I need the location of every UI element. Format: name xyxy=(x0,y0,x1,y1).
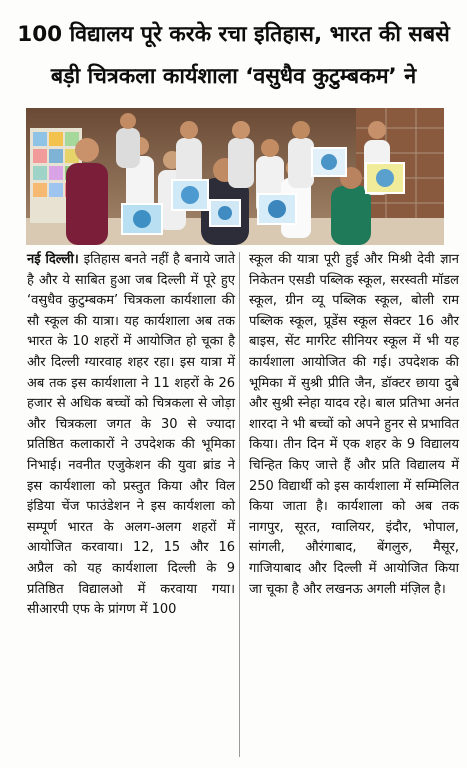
column-divider xyxy=(239,252,240,757)
group-photo-image xyxy=(26,108,444,245)
article-column-left xyxy=(27,250,235,621)
article-column-right xyxy=(249,250,459,600)
article-text-left: इतिहास बनते नहीं है बनाये जाते है और ये साबित हुआ जब दिल्ली में पूरे हुए ‘वसुधैव कुटुम्बकम’ चित्रकला कार्यशाला की सौ स्कूल की यात्रा। यह कार्यशाला अब तक भारत के 10 शहरों में आयोजित हो चूका है और दिल्ली ग्यारवाह शहर रहा। इस यात्रा में अब तक इस कार्यशाला ने 11 शहरों के 26 हजार से अधिक बच्चों को चित्रकला से जोड़ा और चित्रकला जगत के 30 से ज्यादा प्रतिष्ठित कलाकारों ने उपदेशक की भूमिका निभाई। नवनीत एजुकेशन की युवा ब्रांड ने इस कार्यशाला को प्रस्तुत किया और विल इंडिया चेंज फाउंडेशन ने इस कार्यशला को सम्पूर्ण भारत के अलग-अलग शहरों में आयोजित करवाया। 12, 15 और 16 अप्रैल को यह कार्यशाला दिल्ली के 9 प्रतिष्ठित विद्यालओ में करवाया गया। सीआरपी एफ के प्रांगण में 100 xyxy=(27,252,235,618)
headline: 100 विद्यालय पूरे करके रचा इतिहास, भारत की सबसे बड़ी चित्रकला कार्यशाला ‘वसुधैव कुटुम्बकम’ ने xyxy=(17,22,450,89)
article-text-right: स्कूल की यात्रा पूरी हुई और मिश्री देवी ज्ञान निकेतन एसडी पब्लिक स्कूल, सरस्वती मॉडल स्कूल, ग्रीन व्यू पब्लिक स्कूल, बोली राम पब्लिक स्कूल, प्रूडेंस स्कूल सेक्टर 16 और बाइस, सेंट मार्गरेट सीनियर स्कूल में भी यह कार्यशाला आयोजित की गई। उपदेशक की भूमिका में सुश्री प्रीति जैन, डॉक्टर छाया दुबे और सुश्री स्नेहा यादव रहे। बाल प्रतिभा अनंत शारदा ने भी बच्चों को अपने हुनर से प्रभावित किया। तीन दिन में एक शहर के 9 विद्यालय चिन्हित किए जात्ते हैं और प्रति विद्यालय में 250 विद्यार्थी को इस कार्यशाला में सम्मिलित किया जाता है। कार्यशाला को अब तक नागपुर, सूरत, ग्वालियर, इंदौर, भोपाल, सांगली, औरंगाबाद, बेंगलुरु, मैसूर, गाजियाबाद और दिल्ली में आयोजित किया जा चूका है और लखनऊ अगली मंज़िल है। xyxy=(249,252,459,597)
news-photo xyxy=(26,108,444,245)
dateline: नई दिल्ली। xyxy=(27,252,84,267)
